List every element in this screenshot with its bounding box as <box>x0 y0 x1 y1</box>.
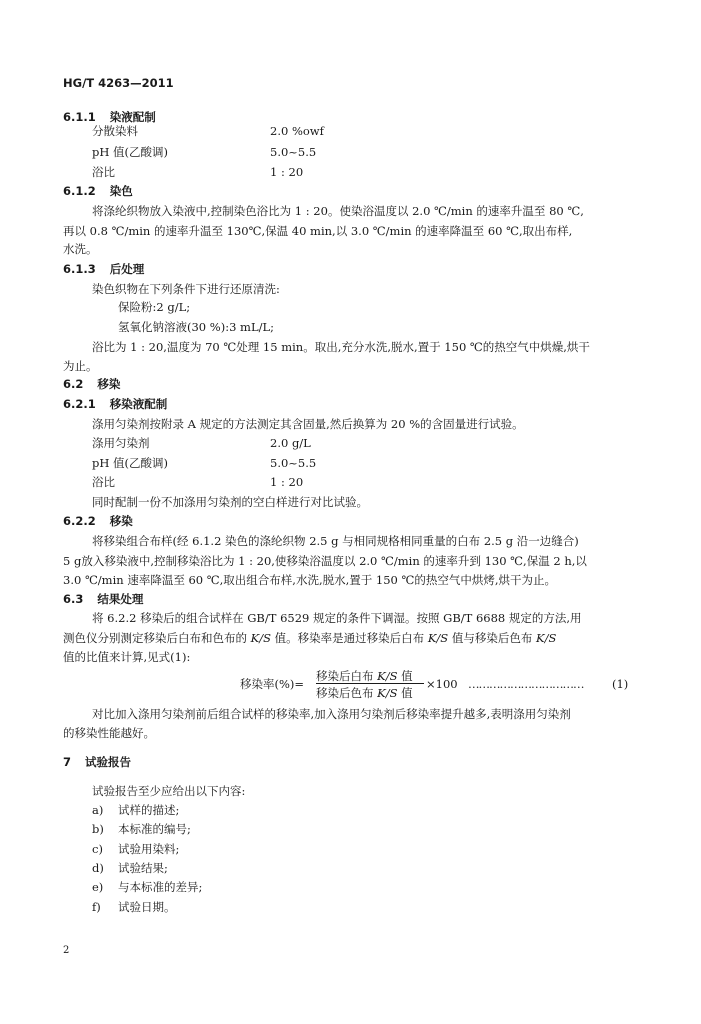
paragraph-line: 将移染组合布样(经 6.1.2 染色的涤纶织物 2.5 g 与相同规格相同重量的白布 2.5 g 沿一边缝合) <box>92 534 579 548</box>
list-marker: f) <box>92 900 101 914</box>
ks-symbol: K/S <box>427 631 449 645</box>
heading-6-3 <box>63 592 143 606</box>
standard-code: HG/T 4263—2011 <box>63 76 174 90</box>
ks-symbol: K/S <box>377 686 398 700</box>
formula-fraction <box>316 668 426 702</box>
list-marker: a) <box>92 803 104 817</box>
heading-title: 染色 <box>109 184 133 198</box>
param-value: 2.0 g/L <box>270 436 311 450</box>
list-item: 试样的描述; <box>118 803 180 817</box>
text-run: 移染后色布 <box>316 686 378 700</box>
text-run: 值 <box>397 669 413 683</box>
list-marker: d) <box>92 861 104 875</box>
ks-symbol: K/S <box>377 669 398 683</box>
param-value: 2.0 %owf <box>270 124 324 138</box>
formula-lhs: 移染率(%)= <box>240 677 305 691</box>
paragraph-line: 将 6.2.2 移染后的组合试样在 GB/T 6529 规定的条件下调湿。按照 GB/T 6688 规定的方法,用 <box>92 611 582 625</box>
heading-6-2-2 <box>63 514 133 528</box>
heading-6-1-3 <box>63 262 144 276</box>
paragraph-line: 染色织物在下列条件下进行还原清洗: <box>92 282 280 296</box>
param-value: 5.0~5.5 <box>270 456 317 470</box>
param-value: 1 : 20 <box>270 475 304 489</box>
paragraph-line: 对比加入涤用匀染剂前后组合试样的移染率,加入涤用匀染剂后移染率提升越多,表明涤用匀染剂 <box>92 707 571 721</box>
paragraph-line: 值的比值来计算,见式(1): <box>63 650 191 664</box>
list-marker: b) <box>92 822 104 836</box>
fraction-bar <box>316 683 424 684</box>
param-label: 涤用匀染剂 <box>92 436 150 450</box>
param-value: 5.0~5.5 <box>270 145 317 159</box>
heading-title: 移染 <box>109 514 133 528</box>
list-marker: e) <box>92 880 104 894</box>
list-marker: c) <box>92 842 103 856</box>
heading-title: 试验报告 <box>85 755 132 769</box>
equation-number: (1) <box>612 677 629 691</box>
formula-denominator <box>316 685 413 701</box>
param-label: 分散染料 <box>92 124 138 138</box>
param-label: pH 值(乙酸调) <box>92 145 169 159</box>
paragraph-line: 涤用匀染剂按附录 A 规定的方法测定其含固量,然后换算为 20 %的含固量进行试验。 <box>92 417 524 431</box>
list-item: 氢氧化钠溶液(30 %):3 mL/L; <box>118 320 274 334</box>
page-number: 2 <box>63 945 70 956</box>
heading-number: 6.3 <box>63 592 84 606</box>
heading-6-2-1 <box>63 397 167 411</box>
paragraph-line: 同时配制一份不加涤用匀染剂的空白样进行对比试验。 <box>92 495 368 509</box>
heading-number: 6.1.2 <box>63 184 96 198</box>
paragraph-line: 浴比为 1 : 20,温度为 70 ℃处理 15 min。取出,充分水洗,脱水,置于 150 ℃的热空气中烘燥,烘干 <box>92 340 590 354</box>
paragraph-line: 水洗。 <box>63 242 98 256</box>
paragraph-line: 3.0 ℃/min 速率降温至 60 ℃,取出组合布样,水洗,脱水,置于 150 ℃的热空气中烘烤,烘干为止。 <box>63 573 557 587</box>
param-value: 1 : 20 <box>270 165 304 179</box>
heading-title: 后处理 <box>109 262 145 276</box>
heading-number: 6.2.1 <box>63 397 96 411</box>
formula-leader-dots: …………………………… <box>468 677 584 691</box>
param-label: 浴比 <box>92 475 115 489</box>
list-item: 试验用染料; <box>118 842 180 856</box>
paragraph-line: 5 g放入移染液中,控制移染浴比为 1 : 20,使移染浴温度以 2.0 ℃/min 的速率升到 130 ℃,保温 2 h,以 <box>63 554 587 568</box>
heading-title: 移染 <box>97 377 121 391</box>
heading-6-2 <box>63 377 120 391</box>
paragraph-line: 再以 0.8 ℃/min 的速率升温至 130℃,保温 40 min,以 3.0 ℃/min 的速率降温至 60 ℃,取出布样, <box>63 224 573 238</box>
list-item: 保险粉:2 g/L; <box>118 300 191 314</box>
list-item: 本标准的编号; <box>118 822 191 836</box>
heading-number: 6.1.3 <box>63 262 96 276</box>
formula-numerator <box>316 668 413 684</box>
list-item: 试验结果; <box>118 861 168 875</box>
paragraph-line: 将涤纶织物放入染液中,控制染色浴比为 1 : 20。使染浴温度以 2.0 ℃/min 的速率升温至 80 ℃, <box>92 204 584 218</box>
text-run: 值。移染率是通过移染后白布 <box>271 631 428 645</box>
list-item: 试验日期。 <box>118 900 176 914</box>
paragraph-line: 试验报告至少应给出以下内容: <box>92 784 246 798</box>
ks-symbol: K/S <box>536 631 557 645</box>
paragraph-line <box>63 631 556 645</box>
heading-6-1-1 <box>63 110 156 124</box>
ks-symbol: K/S <box>250 631 272 645</box>
paragraph-line: 为止。 <box>63 359 98 373</box>
text-run: 测色仪分别测定移染后白布和色布的 <box>63 631 251 645</box>
param-label: pH 值(乙酸调) <box>92 456 169 470</box>
heading-title: 染液配制 <box>109 110 156 124</box>
heading-number: 6.2 <box>63 377 84 391</box>
heading-title: 移染液配制 <box>109 397 168 411</box>
paragraph-line: 的移染性能越好。 <box>63 726 155 740</box>
heading-number: 6.1.1 <box>63 110 96 124</box>
param-label: 浴比 <box>92 165 115 179</box>
text-run: 值 <box>397 686 413 700</box>
heading-number: 6.2.2 <box>63 514 96 528</box>
list-item: 与本标准的差异; <box>118 880 203 894</box>
text-run: 移染后白布 <box>316 669 378 683</box>
heading-7 <box>63 755 131 769</box>
formula-multiplier: ×100 <box>426 677 458 691</box>
heading-6-1-2 <box>63 184 133 198</box>
heading-number: 7 <box>63 755 72 769</box>
text-run: 值与移染后色布 <box>448 631 536 645</box>
heading-title: 结果处理 <box>97 592 144 606</box>
